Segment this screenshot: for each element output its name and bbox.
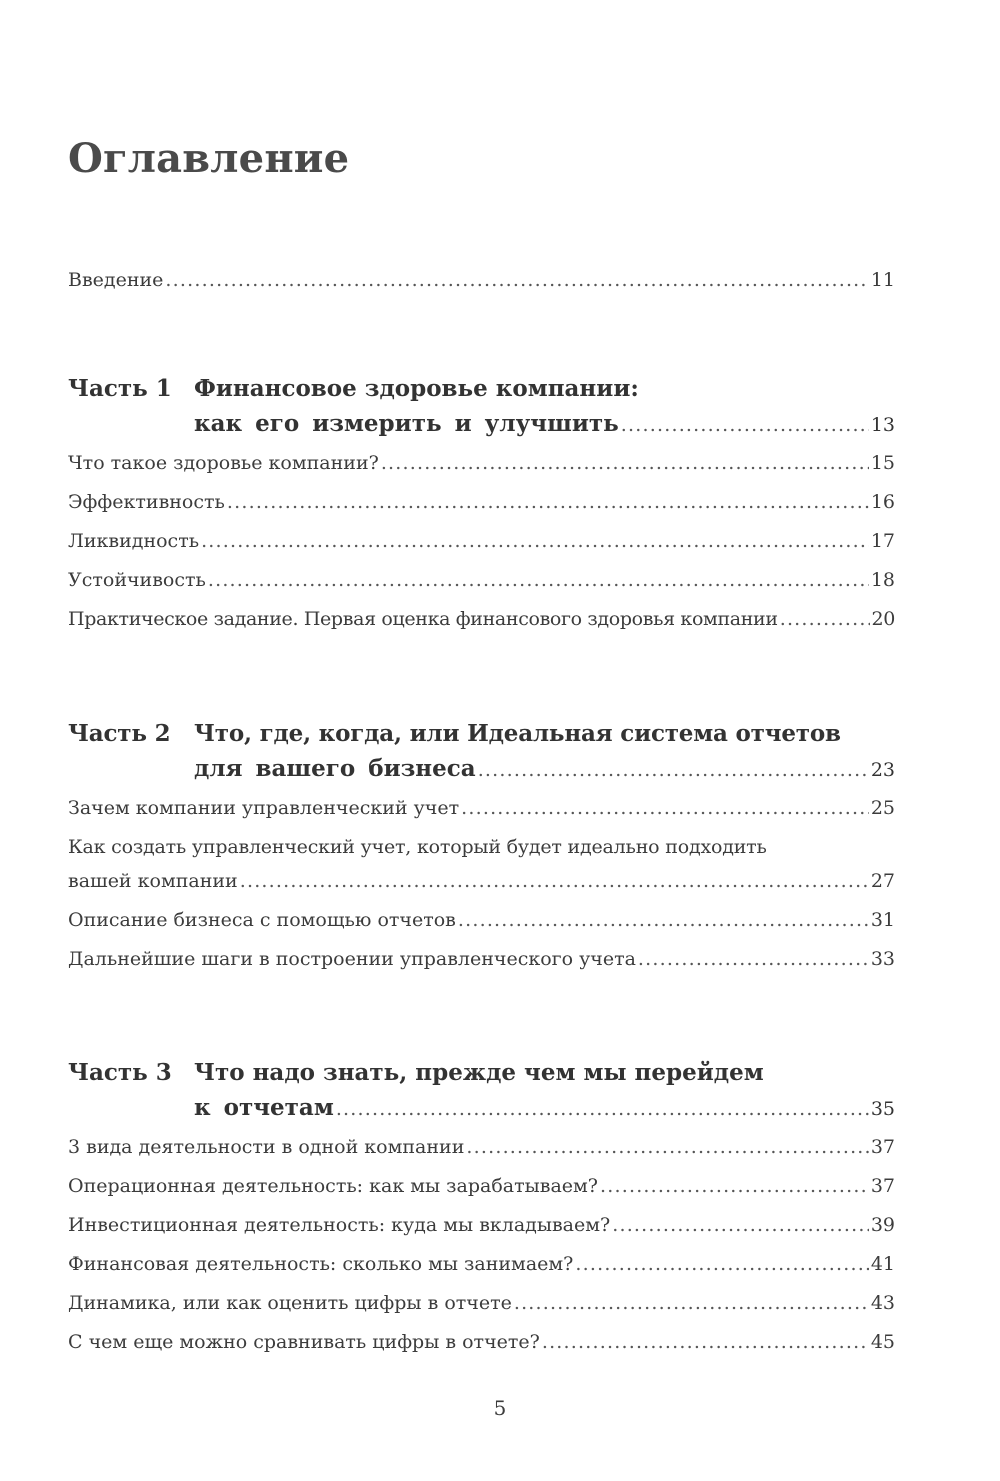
dot-leader [466, 1130, 868, 1164]
toc-entry[interactable] [68, 602, 895, 636]
dot-leader [227, 485, 869, 519]
part-title-line1: Что, где, когда, или Идеальная система отчетов [194, 720, 841, 747]
part-1-heading-line2[interactable] [194, 407, 895, 441]
toc-entry-text: Операционная деятельность: как мы зарабатываем? [68, 1175, 598, 1197]
part-page: 13 [870, 414, 895, 436]
part-3-heading-line2[interactable] [194, 1091, 895, 1125]
toc-entry[interactable] [68, 903, 895, 937]
toc-entry[interactable] [68, 524, 895, 558]
toc-entry-text: Зачем компании управленческий учет [68, 797, 460, 819]
toc-entry[interactable] [68, 1130, 895, 1164]
part-title-line2: к отчетам [194, 1094, 334, 1121]
dot-leader [612, 1208, 869, 1242]
toc-entry-page: 17 [870, 530, 895, 552]
toc-entry-page: 39 [870, 1214, 895, 1236]
dot-leader [621, 408, 869, 442]
toc-entry-text: Финансовая деятельность: сколько мы занимаем? [68, 1253, 574, 1275]
toc-entry-text: 3 вида деятельности в одной компании [68, 1136, 465, 1158]
toc-entry-page: 15 [870, 452, 895, 474]
part-title-line2: для вашего бизнеса [194, 755, 476, 782]
dot-leader [461, 791, 869, 825]
part-title-line2: как его измерить и улучшить [194, 410, 619, 437]
toc-entry[interactable] [68, 563, 895, 597]
dot-leader [542, 1325, 869, 1359]
toc-entry[interactable] [68, 1169, 895, 1203]
toc-entry-page: 25 [870, 797, 895, 819]
toc-entry-text: Что такое здоровье компании? [68, 452, 379, 474]
toc-entry-line1[interactable]: Как создать управленческий учет, который будет идеально подходить [68, 836, 767, 858]
toc-entry-page: 37 [870, 1136, 895, 1158]
toc-entry[interactable] [68, 446, 895, 480]
page-number: 5 [493, 1396, 507, 1420]
toc-entry-page: 31 [870, 909, 895, 931]
toc-entry-page: 20 [871, 608, 895, 630]
dot-leader [514, 1286, 869, 1320]
dot-leader [201, 524, 869, 558]
toc-entry[interactable] [68, 791, 895, 825]
dot-leader [780, 602, 870, 636]
toc-entry-page: 43 [870, 1292, 895, 1314]
dot-leader [575, 1247, 868, 1281]
dot-leader [478, 753, 869, 787]
toc-entry-text: Ликвидность [68, 530, 200, 552]
toc-entry[interactable] [68, 485, 895, 519]
part-page: 35 [870, 1098, 895, 1120]
part-label: Часть 1 [68, 375, 172, 402]
toc-entry-page: 45 [870, 1331, 895, 1353]
dot-leader [208, 563, 869, 597]
page-title: Оглавление [68, 135, 350, 182]
toc-entry[interactable] [68, 1325, 895, 1359]
toc-entry[interactable] [68, 942, 895, 976]
dot-leader [600, 1169, 869, 1203]
toc-entry-text: вашей компании [68, 870, 238, 892]
toc-entry[interactable] [68, 1286, 895, 1320]
part-label: Часть 3 [68, 1059, 172, 1086]
toc-entry-text: Дальнейшие шаги в построении управленческого учета [68, 948, 636, 970]
dot-leader [165, 263, 868, 297]
toc-entry-page: 16 [870, 491, 895, 513]
part-title-line1: Финансовое здоровье компании: [194, 375, 639, 402]
part-label: Часть 2 [68, 720, 171, 747]
toc-entry-page: 11 [870, 269, 895, 291]
toc-entry-text: С чем еще можно сравнивать цифры в отчете? [68, 1331, 540, 1353]
toc-entry[interactable] [68, 1247, 895, 1281]
part-2-heading-line2[interactable] [194, 752, 895, 786]
part-page: 23 [870, 759, 895, 781]
dot-leader [336, 1092, 869, 1126]
dot-leader [638, 942, 869, 976]
dot-leader [458, 903, 869, 937]
toc-entry-page: 18 [870, 569, 895, 591]
dot-leader [381, 446, 869, 480]
toc-entry-text: Эффективность [68, 491, 225, 513]
toc-entry-text: Инвестиционная деятельность: куда мы вкладываем? [68, 1214, 611, 1236]
toc-entry-text: Введение [68, 269, 164, 291]
toc-entry[interactable] [68, 864, 895, 898]
part-title-line1: Что надо знать, прежде чем мы перейдем [194, 1059, 764, 1086]
toc-entry-text: Динамика, или как оценить цифры в отчете [68, 1292, 512, 1314]
toc-entry-intro[interactable] [68, 263, 895, 297]
toc-entry-text: Практическое задание. Первая оценка финансового здоровья компании [68, 608, 778, 630]
toc-entry-text: Устойчивость [68, 569, 206, 591]
toc-entry-page: 37 [870, 1175, 895, 1197]
toc-entry-page: 33 [870, 948, 895, 970]
dot-leader [240, 864, 869, 898]
toc-entry-page: 41 [870, 1253, 895, 1275]
toc-entry[interactable] [68, 1208, 895, 1242]
toc-entry-text: Описание бизнеса с помощью отчетов [68, 909, 456, 931]
toc-entry-page: 27 [870, 870, 895, 892]
